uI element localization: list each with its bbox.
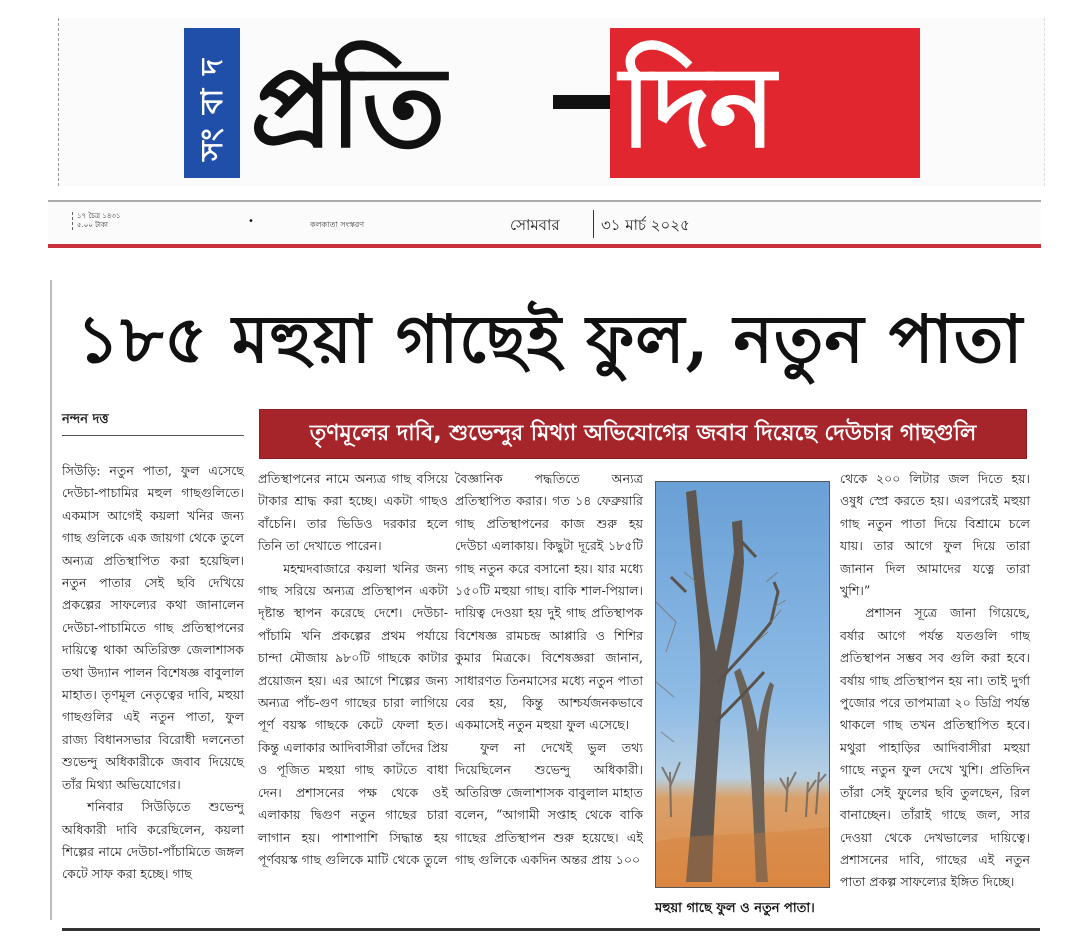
price: ৫.০০ টাকা xyxy=(77,221,108,229)
brand-vertical-badge xyxy=(184,28,240,178)
article-column-4 xyxy=(840,468,1030,894)
byline: নন্দন দত্ত xyxy=(62,412,109,427)
mahua-trees-photo xyxy=(655,481,830,888)
kicker-text: তৃণমূলের দাবি, শুভেন্দুর মিথ্যা অভিযোগের জবাব দিয়েছে দেউচার গাছগুলি xyxy=(309,420,977,446)
logo-connector xyxy=(553,95,611,109)
logo-text-red: দিন xyxy=(620,42,774,173)
photo-caption: মহুয়া গাছে ফুল ও নতুন পাতা। xyxy=(655,901,815,916)
article-column-2 xyxy=(258,468,448,871)
article-column-1 xyxy=(62,460,244,886)
edition: কলকাতা সংস্করণ xyxy=(310,220,365,229)
paragraph: সিউড়ি: নতুন পাতা, ফুল এসেছে দেউচা-পাচামির মহুল গাছগুলিতে। একমাস আগেই কয়লা খনির জন্য গাছ গুলিকে এক জায়গা থেকে তুলে অন্যত্র প্রতিস্থাপিত করা হয়েছিল। নতুন পাতার সেই ছবি দেখিয়ে প্রকল্পের সাফল্যের কথা জানালেন দেউচা-পাচামিতে গাছ প্রতিস্থাপনের দায়িত্বে থাকা অতিরিক্ত জেলাশাসক তথা উদ্যান পালন বিশেষজ্ঞ বাবুলাল মাহাত। তৃণমূল নেতৃত্বের দাবি, মহুয়া গাছগুলির এই নতুন পাতা, ফুল রাজ্য বিধানসভার বিরোধী দলনেতা শুভেন্দু অধিকারীকে জবাব দিয়েছে তাঁর মিথ্যা অভিযোগের। xyxy=(62,463,244,792)
tree-illustration-icon xyxy=(656,482,829,887)
article-headline: ১৮৫ মহুয়া গাছেই ফুল, নতুন পাতা xyxy=(76,300,1024,378)
article-column-3 xyxy=(455,468,643,871)
brand-vertical-text: সংবাদ xyxy=(194,45,230,161)
publication-date: ৩১ মার্চ ২০২৫ xyxy=(601,216,690,234)
issue-info xyxy=(72,212,120,230)
divider xyxy=(593,210,594,238)
weekday: সোমবার xyxy=(510,216,560,234)
dateline-strip xyxy=(48,200,1041,244)
bullet-icon: • xyxy=(248,216,254,227)
paragraph: শনিবার সিউড়িতে শুভেন্দু অধিকারী দাবি করেছিলেন, কয়লা শিল্পের নামে দেউচা-পাঁচামিতে জঙ্গল কেটে সাফ করা হচ্ছে। গাছ xyxy=(62,799,244,882)
logo-text-black: প্রতি xyxy=(250,42,442,173)
paragraph: থেকে ২০০ লিটার জল দিতে হয়। ওষুধ স্প্রে করতে হয়। এরপরেই মহুয়া গাছ নতুন পাতা দিয়ে বিশ্রামে চলে যায়। তার আগে ফুল দিয়ে তারা জানান দিল আমাদের যত্নে তারা খুশি।” xyxy=(840,471,1030,599)
article-frame-rule xyxy=(50,280,52,920)
paragraph: বৈজ্ঞানিক পদ্ধতিতে অন্যত্র প্রতিস্থাপিত করার। গত ১৪ ফেব্রুয়ারি গাছ প্রতিস্থাপনের কাজ শুরু হয় দেউচা এলাকায়। কিছুটা দূরেই ১৮৫টি গাছ নতুন করে বসানো হয়। যার মধ্যে ১৫০টি মহুয়া গাছ। বাকি শাল-পিয়াল। দায়িত্ব দেওয়া হয় দুই গাছ প্রতিস্থাপক বিশেষজ্ঞ রামচন্দ্র আপ্পারি ও শিশির কুমার মিত্রকে। বিশেষজ্ঞরা জানান, সাধারণত তিনমাসের মধ্যে নতুন পাতা বের হয়, কিন্তু আশ্চর্যজনকভাবে একমাসেই নতুন মহুয়া ফুল এসেছে। xyxy=(455,471,643,733)
byline-rule xyxy=(62,435,244,436)
kicker-banner xyxy=(260,410,1026,458)
paragraph: ফুল না দেখেই ভুল তথ্য দিয়েছিলেন শুভেন্দু অধিকারী। অতিরিক্ত জেলাশাসক বাবুলাল মাহাত বলেন, “আগামী সপ্তাহ থেকে বাকি গাছের প্রতিস্থাপন শুরু হয়েছে। এই গাছ গুলিকে একদিন অন্তর প্রায় ১০০ xyxy=(455,739,643,867)
bengali-date: ১৭ চৈত্র ১৪৩১ xyxy=(77,212,121,220)
red-rule xyxy=(48,244,1041,248)
paragraph: প্রশাসন সূত্রে জানা গিয়েছে, বর্ষার আগে পর্যন্ত যতগুলি গাছ প্রতিস্থাপন সম্ভব সব গুলি করা হবে। বর্ষায় গাছ প্রতিস্থাপন হয় না। তাই দুর্গা পুজোর পরে তাপমাত্রা ২০ ডিগ্রি পর্যন্ত থাকলে গাছ তখন প্রতিস্থাপিত হবে। মথুরা পাহাড়ির আদিবাসীরা মহুয়া গাছে নতুন ফুল দেখে খুশি। প্রতিদিন তাঁরা সেই ফুলের ছবি তুলছেন, রিল বানাচ্ছেন। তাঁরাই গাছে জল, সার দেওয়া থেকে দেখভালের দায়িত্বে। প্রশাসনের দাবি, গাছের এই নতুন পাতা প্রকল্প সাফল্যের ইঙ্গিত দিচ্ছে। xyxy=(840,605,1030,890)
bottom-rule xyxy=(62,928,1040,931)
paragraph: প্রতিস্থাপনের নামে অন্যত্র গাছ বসিয়ে টাকার শ্রাদ্ধ করা হচ্ছে। একটা গাছও বাঁচেনি। তার ভিডিও দরকার হলে তিনি তা দেখাতে পারেন। xyxy=(258,471,448,554)
paragraph: মহম্মদবাজারে কয়লা খনির জন্য গাছ সরিয়ে অন্যত্র প্রতিস্থাপন একটা দৃষ্টান্ত স্থাপন করেছে দেশে। দেউচা-পাঁচামি খনি প্রকল্পের প্রথম পর্যায়ে চান্দা মৌজায় ৯৮০টি গাছকে কাটার প্রয়োজন হয়। এর আগে শিল্পের জন্য অন্যত্র পাঁচ-গুণ গাছের চারা লাগিয়ে পূর্ণ বয়স্ক গাছকে কেটে ফেলা হত। কিন্তু এলাকার আদিবাসীরা তাঁদের প্রিয় ও পূজিত মহুয়া গাছ কাটতে বাধা দেন। প্রশাসনের পক্ষ থেকে ওই এলাকায় দ্বিগুণ নতুন গাছের চারা লাগান হয়। পাশাপাশি সিদ্ধান্ত হয় পূর্ণবয়স্ক গাছ গুলিকে মাটি থেকে তুলে xyxy=(258,560,448,867)
